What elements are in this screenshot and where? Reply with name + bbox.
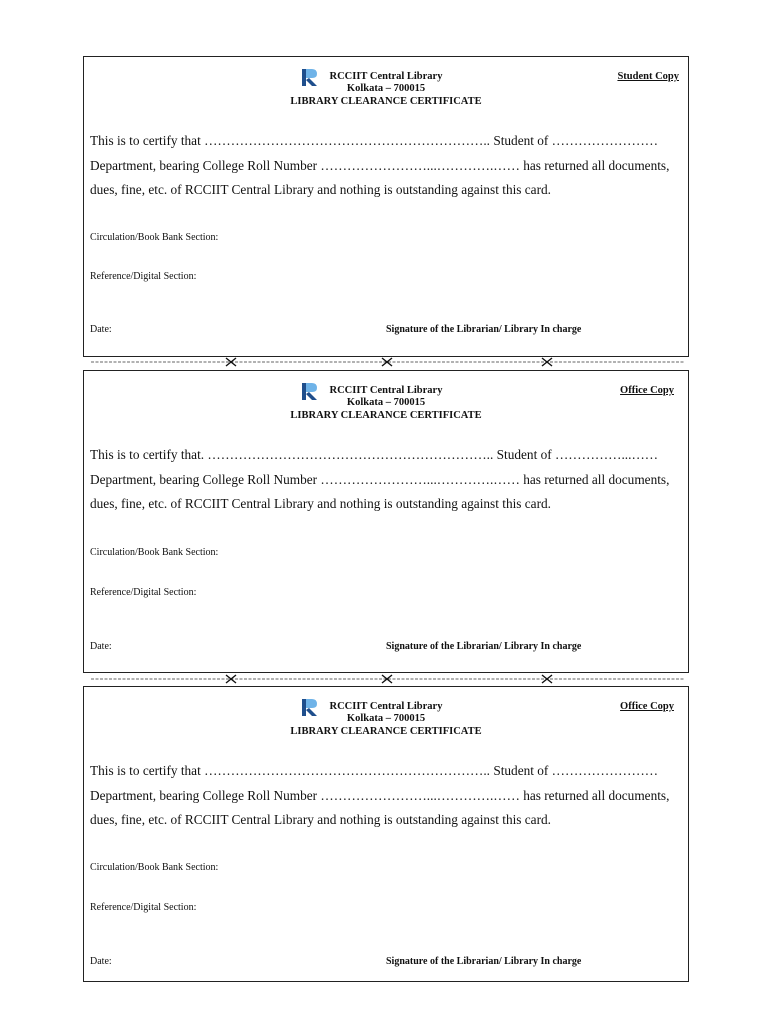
certificate-line-3: dues, fine, etc. of RCCIIT Central Library and nothing is outstanding against this card.: [90, 812, 551, 827]
card-header: [84, 697, 688, 747]
library-name: RCCIIT Central Library: [329, 385, 443, 396]
certificate-line-1: This is to certify that ……………………………………………………….. Student of ……………………: [90, 133, 659, 148]
circulation-section-label: Circulation/Book Bank Section:: [90, 862, 219, 873]
certificate-body: [90, 759, 682, 833]
certificate-line-1: This is to certify that. ……………………………………………………….. Student of ……………...……: [90, 447, 659, 462]
reference-section-label: Reference/Digital Section:: [90, 587, 197, 598]
library-city: Kolkata – 700015: [346, 397, 426, 408]
library-city: Kolkata – 700015: [346, 713, 426, 724]
circulation-section-label: Circulation/Book Bank Section:: [90, 547, 219, 558]
date-label: Date:: [90, 641, 112, 652]
copy-type-label: Office Copy: [620, 701, 674, 712]
certificate-line-1: This is to certify that ……………………………………………………….. Student of ……………………: [90, 763, 659, 778]
certificate-line-3: dues, fine, etc. of RCCIIT Central Library and nothing is outstanding against this card.: [90, 182, 551, 197]
clearance-card-student-copy: [83, 56, 689, 357]
library-name: RCCIIT Central Library: [329, 71, 443, 82]
copy-type-label: Office Copy: [620, 385, 674, 396]
clearance-card-office-copy: [83, 686, 689, 982]
certificate-body: [90, 129, 682, 203]
cut-line: [91, 357, 684, 367]
date-label: Date:: [90, 324, 112, 335]
card-header: [84, 381, 688, 431]
certificate-line-2: Department, bearing College Roll Number ……………………...………….…… has returned all documents,: [90, 157, 670, 173]
card-header: [84, 67, 688, 117]
certificate-title: LIBRARY CLEARANCE CERTIFICATE: [290, 726, 482, 737]
certificate-line-2: Department, bearing College Roll Number ……………………...………….…… has returned all documents,: [90, 471, 670, 487]
signature-label: Signature of the Librarian/ Library In charge: [386, 956, 582, 967]
cut-line: [91, 674, 684, 684]
certificate-title: LIBRARY CLEARANCE CERTIFICATE: [290, 410, 482, 421]
certificate-line-3: dues, fine, etc. of RCCIIT Central Library and nothing is outstanding against this card.: [90, 496, 551, 511]
certificate-title: LIBRARY CLEARANCE CERTIFICATE: [290, 96, 482, 107]
reference-section-label: Reference/Digital Section:: [90, 902, 197, 913]
date-label: Date:: [90, 956, 112, 967]
library-name: RCCIIT Central Library: [329, 701, 443, 712]
circulation-section-label: Circulation/Book Bank Section:: [90, 232, 219, 243]
certificate-body: [90, 443, 682, 517]
reference-section-label: Reference/Digital Section:: [90, 271, 197, 282]
signature-label: Signature of the Librarian/ Library In charge: [386, 324, 582, 335]
signature-label: Signature of the Librarian/ Library In charge: [386, 641, 582, 652]
library-city: Kolkata – 700015: [346, 83, 426, 94]
copy-type-label: Student Copy: [617, 71, 679, 82]
clearance-card-office-copy: [83, 370, 689, 673]
certificate-line-2: Department, bearing College Roll Number ……………………...………….…… has returned all documents,: [90, 787, 670, 803]
